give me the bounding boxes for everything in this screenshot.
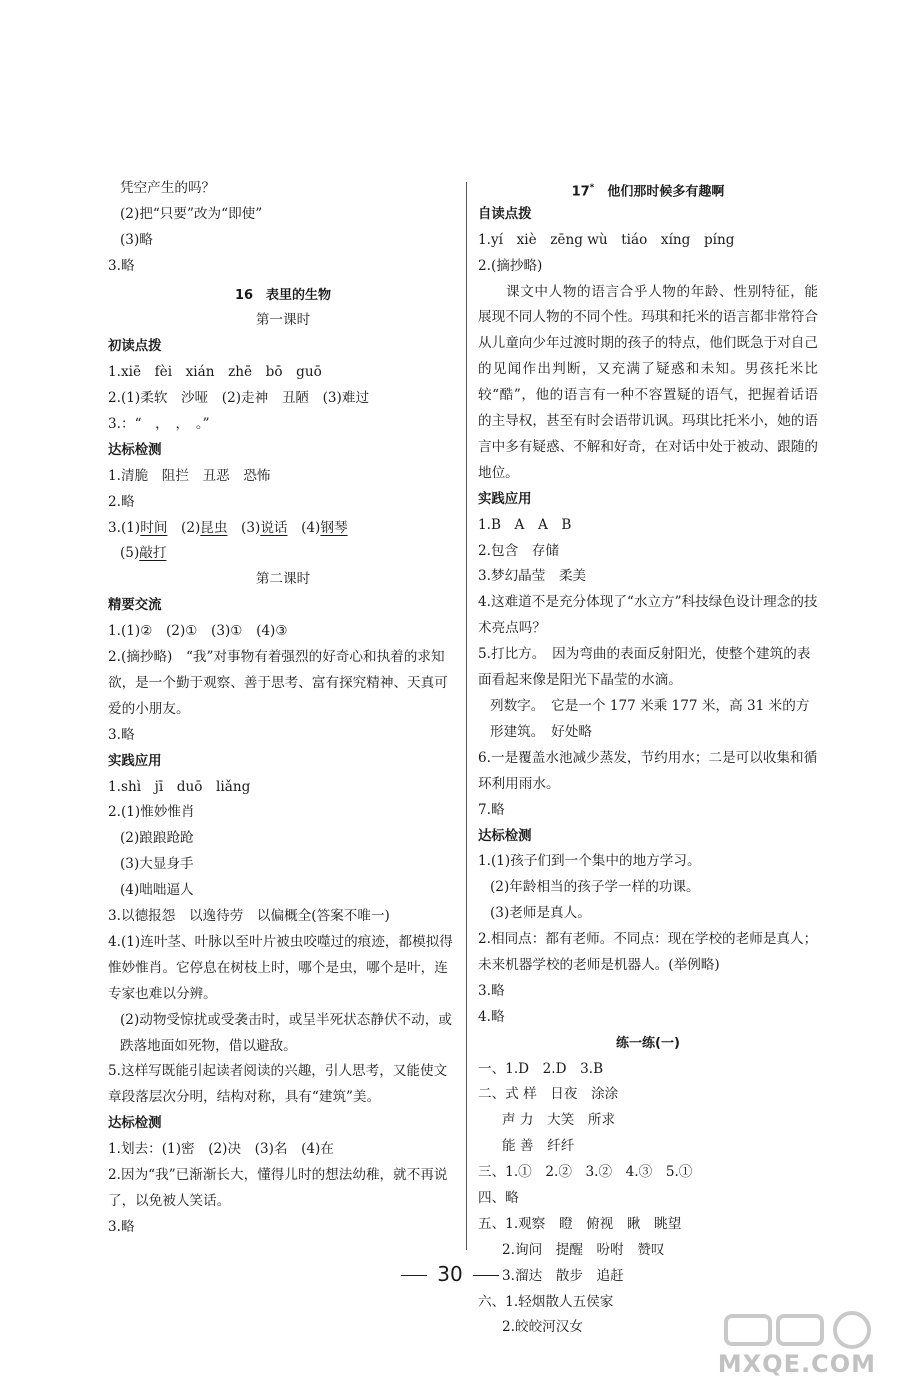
section-heading-dabiao: 达标检测: [478, 828, 532, 844]
practice-title: 练一练(一): [616, 1035, 680, 1051]
answer-line: 3.溜达 散步 追赶: [502, 1267, 624, 1284]
answer-paragraph: 2.(摘抄略) “我”对事物有着强烈的好奇心和执着的求知欲，是一个勤于观察、善于思考、富有探究精神、天真可爱的小朋友。: [108, 649, 448, 717]
answer-line: 2.包含 存储: [478, 542, 559, 559]
answer-line: (2)年龄相当的孩子学一样的功课。: [490, 879, 700, 896]
lesson-star: *: [589, 183, 595, 193]
underlined-answer: 时间: [140, 519, 168, 536]
period-2-heading: 第二课时: [255, 571, 311, 588]
answer-paragraph: 4.这难道不是充分体现了“水立方”科技绿色设计理念的技术亮点吗？: [478, 594, 818, 637]
answer-line: 3.梦幻晶莹 柔美: [478, 568, 587, 585]
column-divider: [466, 182, 467, 1250]
answer-line: 2.(1)柔软 沙哑 (2)走神 丑陋 (3)难过: [108, 390, 370, 407]
page-number-dash-right: [473, 1275, 499, 1276]
lesson-number: 17: [571, 184, 590, 200]
answer-line: 1.B A A B: [478, 516, 572, 533]
answer-line: 六、1.轻烟散人五侯家: [478, 1293, 614, 1310]
underlined-answer: 昆虫: [200, 519, 228, 536]
answer-text: (3): [227, 519, 261, 536]
answer-line: 能 善 纤纤: [502, 1138, 575, 1155]
underlined-answer: 钢琴: [320, 519, 348, 536]
answer-text: 3.(1): [108, 519, 141, 536]
answer-line: 声 力 大笑 所求: [502, 1112, 616, 1129]
section-heading-dabiao: 达标检测: [108, 442, 162, 458]
left-column: [108, 176, 458, 1241]
answer-line: 3.略: [108, 1218, 135, 1235]
answer-line: 五、1.观察 瞪 俯视 瞅 眺望: [478, 1215, 682, 1232]
answer-line: 2.询问 提醒 吩咐 赞叹: [502, 1241, 665, 1258]
underlined-answer: 敲打: [139, 545, 167, 562]
answer-text: (2): [167, 519, 201, 536]
page-number-dash-left: [401, 1275, 427, 1276]
right-column: [478, 176, 818, 1341]
answer-line: 3.略: [108, 257, 135, 274]
section-heading-shijian: 实践应用: [478, 491, 532, 507]
lesson-16-title: 16 表里的生物: [234, 287, 332, 303]
answer-line: 1.(1)孩子们到一个集中的地方学习。: [478, 853, 701, 870]
answer-paragraph: 4.(1)连叶茎、叶脉以至叶片被虫咬噬过的痕迹，都模拟得惟妙惟肖。它停息在树枝上时，哪个是虫，哪个是叶，连专家也难以分辨。: [108, 933, 453, 1002]
answer-text: (4): [287, 519, 321, 536]
section-heading-jingyao: 精要交流: [108, 598, 162, 614]
page-number: [0, 1262, 900, 1286]
answer-line: 1.shì jī duō liǎng: [108, 778, 251, 795]
underlined-answer: 说话: [260, 519, 288, 536]
section-heading-dabiao: 达标检测: [108, 1116, 162, 1132]
answer-line: 1.清脆 阻拦 丑恶 恐怖: [108, 467, 271, 484]
answer-text: (5): [120, 545, 140, 562]
section-heading-shijian: 实践应用: [108, 753, 162, 769]
answer-line: 三、1.① 2.② 3.② 4.③ 5.①: [478, 1164, 693, 1181]
answer-line: 3.：“ ， ， 。”: [108, 416, 210, 433]
period-1-heading: 第一课时: [255, 312, 311, 329]
answer-line: 3.略: [478, 982, 505, 999]
answer-line: (2)把“只要”改为“即使”: [120, 205, 263, 222]
section-heading-zidu: 自读点拨: [478, 206, 532, 222]
answer-line: 1.划去：(1)密 (2)决 (3)名 (4)在: [108, 1141, 334, 1158]
answer-line: [108, 541, 458, 567]
answer-line: 1.xiē fèi xián zhē bō guō: [108, 364, 322, 381]
answer-line: 2.略: [108, 493, 135, 510]
answer-line: [108, 516, 458, 542]
section-heading-chudu: 初读点拨: [108, 339, 162, 355]
answer-line: 1.yí xiè zēng wù tiáo xíng píng: [478, 231, 735, 248]
answer-line: 2.(1)惟妙惟肖: [108, 804, 195, 821]
answer-line: (4)咄咄逼人: [120, 882, 194, 899]
answer-line: 1.(1)② (2)① (3)① (4)③: [108, 623, 288, 640]
answer-paragraph: 2.因为“我”已渐渐长大，懂得儿时的想法幼稚，就不再说了，以免被人笑话。: [108, 1167, 448, 1209]
answer-paragraph: 课文中人物的语言合乎人物的年龄、性别特征，能展现不同人物的不同个性。玛琪和托米的语言都非常符合从儿童向少年过渡时期的孩子的特点，他们既急于对自己的见闻作出判断，又充满了疑惑和未知。男孩托米比较“酷”，他的语言有一种不容置疑的语气，把握着话语的主导权，甚至有时会语带讥讽。玛琪比托米小，她的语言中多有疑惑、不解和好奇，在对话中处于被动、跟随的地位。: [478, 283, 818, 481]
answer-line: (2)踉踉跄跄: [120, 830, 194, 847]
answer-line: (3)老师是真人。: [490, 905, 591, 922]
answer-paragraph: (2)动物受惊扰或受袭击时，或呈半死状态静伏不动，或跌落地面如死物，借以避敌。: [120, 1011, 452, 1054]
answer-line: 2.(摘抄略): [478, 257, 543, 274]
page-number-text: 30: [437, 1262, 463, 1286]
answer-paragraph: 2.相同点：都有老师。不同点：现在学校的老师是真人；未来机器学校的老师是机器人。(举例略): [478, 931, 818, 973]
answer-paragraph: 6.一是覆盖水池减少蒸发，节约用水；二是可以收集和循环利用雨水。: [478, 749, 818, 792]
answer-line: (3)大显身手: [120, 856, 194, 873]
answer-paragraph: 5.打比方。 因为弯曲的表面反射阳光，使整个建筑的表面看起来像是阳光下晶莹的水滴。: [478, 646, 811, 689]
answer-line: 二、式 样 日夜 涂涂: [478, 1086, 619, 1103]
answer-line: 凭空产生的吗？: [120, 180, 216, 196]
lesson-17-title: [478, 176, 818, 202]
answer-line: 3.略: [108, 726, 135, 743]
answer-line: 一、1.D 2.D 3.B: [478, 1060, 604, 1077]
answer-line: 2.皎皎河汉女: [502, 1319, 583, 1336]
answer-paragraph: 列数字。 它是一个 177 米乘 177 米，高 31 米的方形建筑。 好处略: [490, 698, 810, 740]
answer-line: 四、略: [478, 1190, 519, 1207]
answer-line: 7.略: [478, 801, 505, 818]
answer-paragraph: 5.这样写既能引起读者阅读的兴趣，引人思考，又能使文章段落层次分明，结构对称，具有“建筑”美。: [108, 1063, 448, 1106]
watermark-text: MXQE.COM: [717, 1350, 876, 1378]
answer-line: 4.略: [478, 1008, 505, 1025]
answer-line: (3)略: [120, 231, 153, 248]
answer-line: 3.以德报怨 以逸待劳 以偏概全(答案不唯一): [108, 907, 390, 924]
lesson-name: 他们那时候多有趣啊: [607, 184, 725, 200]
